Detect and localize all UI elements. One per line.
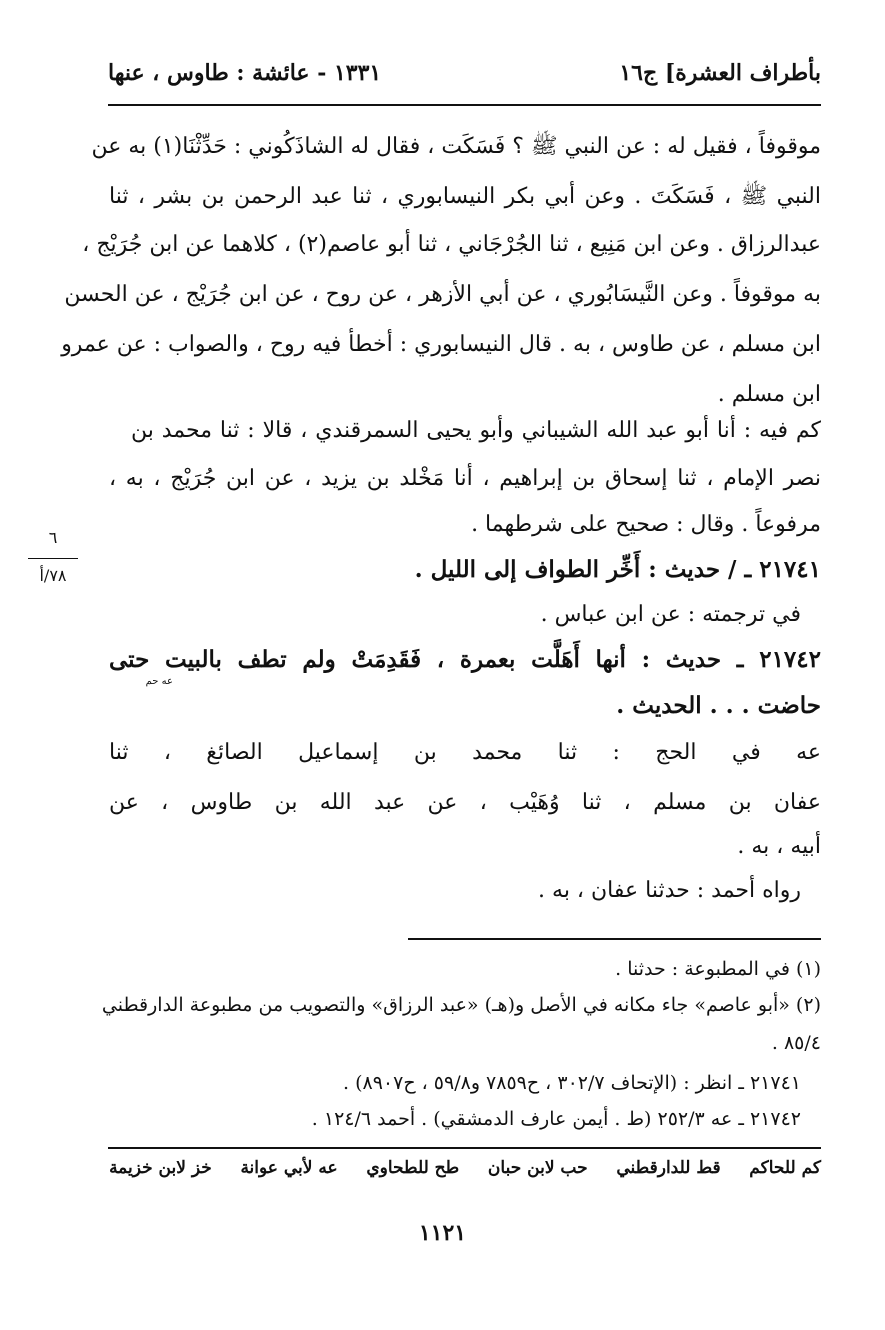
legend-item: قط للدارقطني — [616, 1158, 721, 1178]
ahmad-line: رواه أحمد : حدثنا عفان ، به . — [538, 878, 801, 903]
kam-line: مرفوعاً . وقال : صحيح على شرطهما . — [471, 512, 821, 537]
running-head-right: بأطراف العشرة] ج١٦ — [619, 60, 821, 86]
kam-line: كم فيه : أنا أبو عبد الله الشيباني وأبو يحيى السمرقندي ، قالا : ثنا محمد بن — [131, 418, 821, 443]
legend-item: حب لابن حبان — [487, 1158, 588, 1178]
legend-item: طح للطحاوي — [366, 1158, 460, 1178]
hadith-heading-21742-cont: حاضت . . . الحديث . — [616, 692, 821, 719]
ah-line: عفان بن مسلم ، ثنا وُهَيْب ، عن عبد الله بن طاوس ، عن — [109, 790, 821, 815]
footnote: ٨٥/٤ . — [771, 1032, 821, 1054]
legend-item: كم للحاكم — [749, 1158, 821, 1178]
kam-line: نصر الإمام ، ثنا إسحاق بن إبراهيم ، أنا مَخْلد بن يزيد ، عن ابن جُرَيْج ، به ، — [109, 466, 821, 491]
legend-rule — [108, 1147, 821, 1149]
reference-line: ٢١٧٤٢ ـ عه ٢٥٢/٣ (ط . أيمن عارف الدمشقي) . أحمد ١٢٤/٦ . — [311, 1108, 801, 1130]
legend-item: عه لأبي عوانة — [240, 1158, 338, 1178]
margin-folio-rule — [28, 558, 78, 559]
footnote: (١) في المطبوعة : حدثنا . — [615, 958, 821, 980]
footnote-rule — [408, 938, 821, 940]
hadith-sigla: عه حم — [145, 676, 173, 687]
margin-folio-top: ٦ — [48, 528, 58, 547]
legend-item: خز لابن خزيمة — [109, 1158, 212, 1178]
body-line: موقوفاً ، فقيل له : عن النبي ﷺ ؟ فَسَكَت ، فقال له الشاذَكُوني : حَدِّثْنَا(١) به عن — [91, 134, 821, 159]
body-line: ابن مسلم . — [717, 382, 821, 407]
page-number: ١١٢١ — [418, 1220, 467, 1246]
sigla-legend — [109, 1158, 821, 1178]
header-rule — [108, 104, 821, 106]
running-head-left: ١٣٣١ - عائشة : طاوس ، عنها — [108, 60, 382, 86]
ah-line: عه في الحج : ثنا محمد بن إسماعيل الصائغ ، ثنا — [109, 740, 821, 765]
hadith-21741-note: في ترجمته : عن ابن عباس . — [540, 602, 801, 627]
body-line: ابن مسلم ، عن طاوس ، به . قال النيسابوري : أخطأ فيه روح ، والصواب : عن عمرو — [61, 332, 821, 357]
body-line: النبي ﷺ ، فَسَكَتَ . وعن أبي بكر النيسابوري ، ثنا عبد الرحمن بن بشر ، ثنا — [109, 184, 821, 209]
hadith-heading-21741: ٢١٧٤١ ـ / حديث : أَخِّر الطواف إلى الليل . — [414, 556, 821, 583]
body-line: به موقوفاً . وعن النَّيسَابُوري ، عن أبي الأزهر ، عن روح ، عن ابن جُرَيْج ، عن الحسن — [64, 282, 821, 307]
reference-line: ٢١٧٤١ ـ انظر : (الإتحاف ٣٠٢/٧ ، ح٧٨٥٩ و٥٩/٨ ، ح٨٩٠٧) . — [342, 1072, 801, 1094]
hadith-heading-21742: ٢١٧٤٢ ـ حديث : أنها أَهَلَّت بعمرة ، فَقَدِمَتْ ولم تطف بالبيت حتى — [109, 646, 821, 673]
footnote: (٢) «أبو عاصم» جاء مكانه في الأصل و(هـ) «عبد الرزاق» والتصويب من مطبوعة الدارقطني — [101, 994, 821, 1016]
ah-line: أبيه ، به . — [737, 834, 821, 859]
margin-folio-bottom: ٧٨/أ — [39, 566, 67, 585]
body-line: عبدالرزاق . وعن ابن مَنِيع ، ثنا الجُرْجَاني ، ثنا أبو عاصم(٢) ، كلاهما عن ابن جُرَيْج ، — [82, 232, 821, 257]
